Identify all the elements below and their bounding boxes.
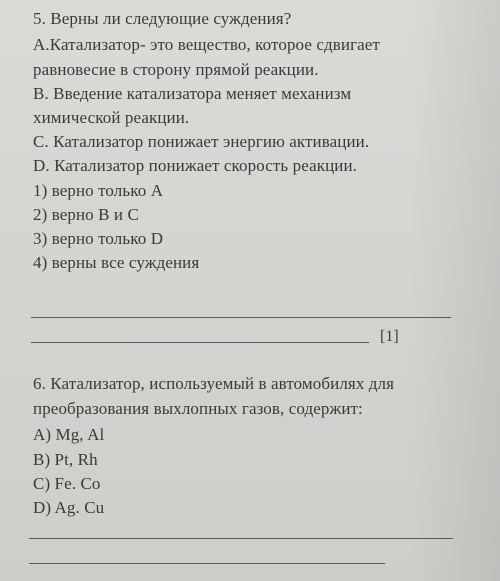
- statement-a-line-2: равновесие в сторону прямой реакции.: [33, 60, 319, 79]
- answer-line-3[interactable]: [29, 538, 453, 539]
- q5-option-4: 4) верны все суждения: [33, 253, 200, 272]
- statement-b-line-2: химической реакции.: [33, 108, 190, 127]
- q6-option-b: В) Pt, Rh: [33, 450, 98, 469]
- q6-option-d: D) Ag. Cu: [33, 498, 105, 517]
- page-shadow: [410, 0, 500, 581]
- q5-mark: [1]: [380, 328, 399, 345]
- answer-line-2[interactable]: [31, 342, 369, 343]
- statement-d: D. Катализатор понижает скорость реакции.: [33, 156, 358, 175]
- statement-b-line-1: В. Введение катализатора меняет механизм: [33, 84, 352, 103]
- q5-option-1: 1) верно только А: [33, 181, 164, 200]
- statement-c: С. Катализатор понижает энергию активации.: [33, 132, 370, 151]
- question-6-prompt-line-2: преобразования выхлопных газов, содержит:: [33, 399, 363, 418]
- question-5-prompt: 5. Верны ли следующие суждения?: [33, 9, 292, 28]
- statement-a-line-1: А.Катализатор- это вещество, которое сдвигает: [33, 35, 380, 54]
- q5-option-3: 3) верно только D: [33, 229, 164, 248]
- q5-option-2: 2) верно В и С: [33, 205, 139, 224]
- question-6-prompt-line-1: 6. Катализатор, используемый в автомобилях для: [33, 374, 395, 393]
- answer-line-4[interactable]: [29, 563, 385, 564]
- q6-option-c: С) Fe. Co: [33, 474, 101, 493]
- answer-line-1[interactable]: [31, 317, 451, 318]
- q6-option-a: А) Mg, Al: [33, 425, 105, 444]
